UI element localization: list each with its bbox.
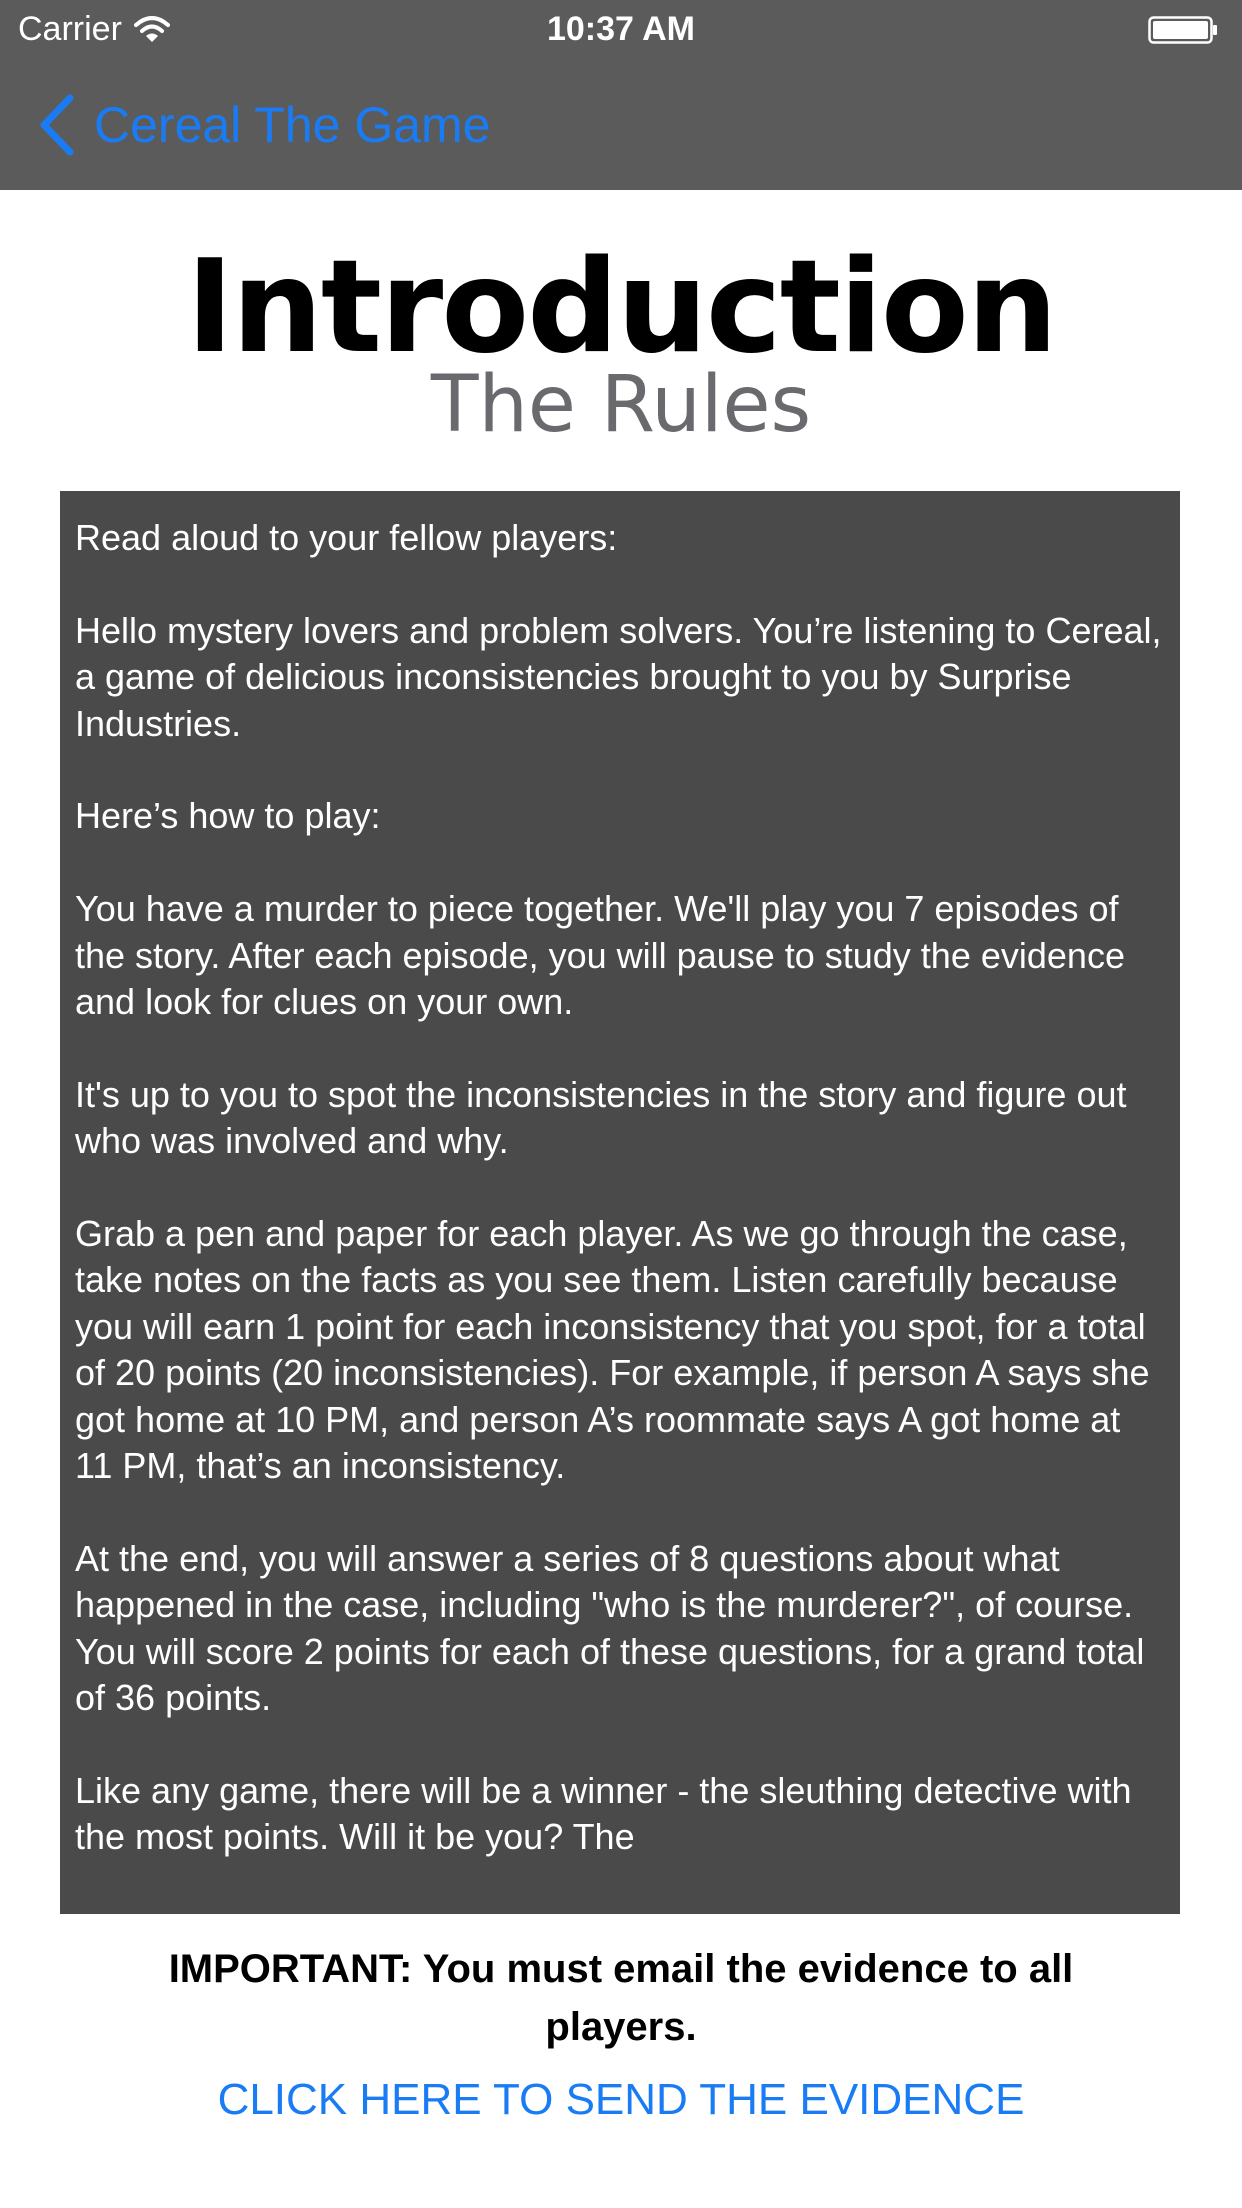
status-time: 10:37 AM — [546, 10, 696, 48]
chevron-left-icon — [36, 94, 76, 156]
status-bar — [0, 0, 1242, 60]
page-title: Introduction — [186, 233, 1056, 382]
rules-paragraph: Like any game, there will be a winner - the sleuthing detective with the most points. Will it be you? The — [75, 1769, 1132, 1858]
page-subtitle: The Rules — [430, 360, 812, 450]
rules-paragraph: At the end, you will answer a series of 8 questions about what happened in the case, including "who is the murderer?", of course. You will score 2 points for each of these questions, for a grand total of 36 points. — [75, 1537, 1145, 1719]
rules-paragraph: Hello mystery lovers and problem solvers. You’re listening to Cereal, a game of delicious inconsistencies brought to you by Surprise Industries. — [75, 609, 1162, 744]
back-button[interactable] — [36, 94, 490, 156]
top-bar — [0, 0, 1242, 190]
battery-icon — [1148, 16, 1218, 44]
rules-paragraph: Here’s how to play: — [75, 795, 381, 837]
rules-paragraph: Read aloud to your fellow players: — [75, 517, 618, 558]
rules-text — [60, 491, 1180, 1861]
back-button-label: Cereal The Game — [94, 97, 491, 153]
rules-text-view[interactable] — [60, 491, 1180, 1914]
send-evidence-link[interactable]: CLICK HERE TO SEND THE EVIDENCE — [217, 2075, 1025, 2124]
rules-paragraph: It's up to you to spot the inconsistencies in the story and figure out who was involved and why. — [75, 1073, 1127, 1162]
rules-paragraph: Grab a pen and paper for each player. As we go through the case, take notes on the facts as you see them. Listen carefully because you will earn 1 point for each inconsistency that you spot, for a total of 20 points (20 inconsistencies). For example, if person A says she got home at 10 PM, and person A’s roommate says A got home at 11 PM, that’s an inconsistency. — [75, 1213, 1150, 1487]
rules-paragraph: You have a murder to piece together. We'll play you 7 episodes of the story. After each episode, you will pause to study the evidence and look for clues on your own. — [75, 888, 1125, 1023]
navigation-bar — [0, 60, 1242, 190]
important-notice: IMPORTANT: You must email the evidence to all players. — [168, 1947, 1074, 2049]
carrier-label: Carrier — [18, 10, 122, 48]
